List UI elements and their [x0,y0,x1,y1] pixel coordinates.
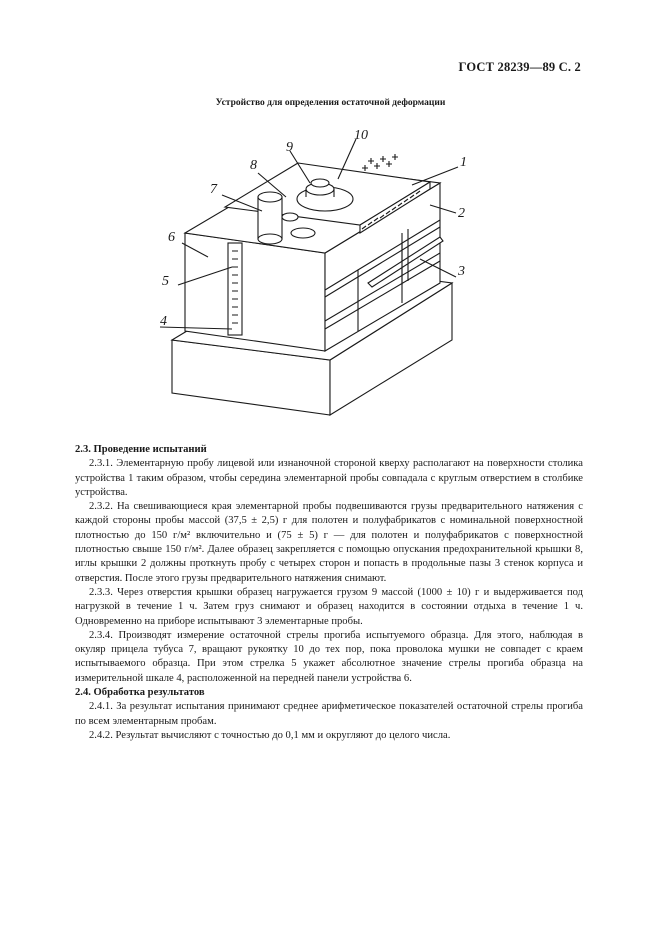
callout-4: 4 [160,314,167,329]
callout-3: 3 [458,264,465,279]
document-header: ГОСТ 28239—89 С. 2 [458,60,581,74]
callout-6: 6 [168,230,175,245]
paragraph-2-4-2: 2.4.2. Результат вычисляют с точностью до 0,1 мм и округляют до целого числа. [89,729,451,741]
body-text [75,443,583,743]
paragraph-2-3-4: 2.3.4. Производят измерение остаточной стрелы прогиба испытуемого образца. Для этого, наблюдая в окуляр прицела тубуса 7, вращают рукоятку 10 до тех пор, пока проволока мушки не совпадет с краем испытываемого образца. При этом стрелка 5 укажет абсолютное значение стрелы прогиба образца на измерительной шкале 4, расположенной на передней панели устройства 6. [75,629,583,684]
paragraph-2-3-2: 2.3.2. На свешивающиеся края элементарной пробы подвешиваются грузы предварительного натяжения с каждой стороны пробы массой (37,5 ± 2,5) г для полотен и полуфабрикатов с номинальной поверхностной плотностью до 150 г/м² включительно и (75 ± 5) г — для полотен и полуфабрикатов с поверхностной плотностью свыше 150 г/м². Далее образец закрепляется с помощью опускания предохранительной крышки 8, иглы крышки 2 должны проткнуть пробу с четырех сторон и попасть в продольные пазы 3 стенок корпуса и отверстия. После этого грузы предварительного натяжения снимают. [75,501,583,584]
callout-7: 7 [210,182,217,197]
section-2-3-title: 2.3. Проведение испытаний [75,444,207,455]
callout-9: 9 [286,140,293,155]
callout-1: 1 [460,155,467,170]
device-drawing [140,125,500,430]
paragraph-2-3-3: 2.3.3. Через отверстия крышки образец нагружается грузом 9 массой (1000 ± 10) г и выдерживается под нагрузкой в течение 1 ч. Затем груз снимают и образец находится в состоянии отдыха в течение 1 ч. Одновременно на приборе испытывают 3 элементарные пробы. [75,586,583,627]
callout-8: 8 [250,158,257,173]
figure-title: Устройство для определения остаточной деформации [215,98,446,108]
callout-10: 10 [354,128,368,143]
callout-5: 5 [162,274,169,289]
paragraph-2-4-1: 2.4.1. За результат испытания принимают среднее арифметическое показателей остаточной стрелы прогиба по всем элементарным пробам. [75,701,583,727]
paragraph-2-3-1: 2.3.1. Элементарную пробу лицевой или изнаночной стороной кверху располагают на поверхности столика устройства 1 таким образом, чтобы середина элементарной пробы совпадала с круглым отверстием в столбике устройства. [75,458,583,498]
section-2-4-title: 2.4. Обработка результатов [75,687,205,699]
callout-2: 2 [458,206,465,221]
device-figure [140,125,500,430]
